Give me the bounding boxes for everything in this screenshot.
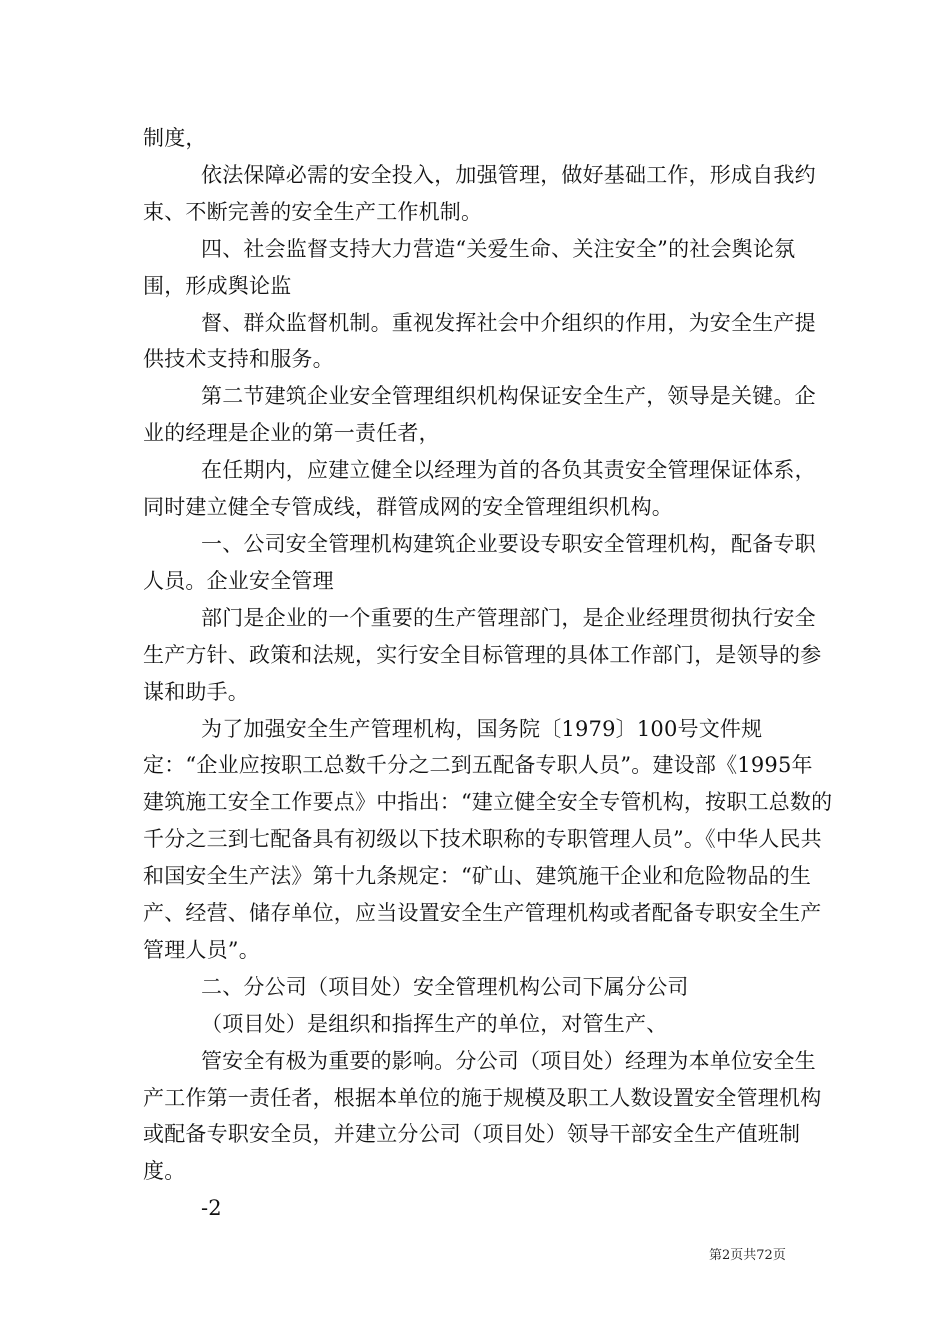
paragraph-11: （项目处）是组织和指挥生产的单位，对管生产、 — [201, 1011, 668, 1036]
paragraph-6: 在任期内，应建立健全以经理为首的各负其责安全管理保证体系，同时建立健全专管成线，群管成网的安全管理组织机构。 — [143, 458, 816, 520]
paragraph-1: 制度， — [143, 126, 207, 150]
paragraph-12: 管安全有极为重要的影响。分公司（项目处）经理为本单位安全生产工作第一责任者，根据本单位的施于规模及职工人数设置安全管理机构或配备专职安全员，并建立分公司（项目处）领导干部安全生产值班制度。 — [143, 1048, 822, 1184]
paragraph-7: 一、公司安全管理机构建筑企业要设专职安全管理机构，配备专职人员。企业安全管理 — [143, 531, 816, 593]
document-body — [143, 120, 833, 1227]
page-number-footer: 第2页共72页 — [709, 1248, 786, 1263]
paragraph-2: 依法保障必需的安全投入，加强管理，做好基础工作，形成自我约束、不断完善的安全生产工作机制。 — [143, 162, 816, 224]
paragraph-5: 第二节建筑企业安全管理组织机构保证安全生产，领导是关键。企业的经理是企业的第一责任者， — [143, 384, 816, 446]
paragraph-3: 四、社会监督支持大力营造“关爱生命、关注安全”的社会舆论氛围，形成舆论监 — [143, 236, 796, 298]
paragraph-10: 二、分公司（项目处）安全管理机构公司下属分公司 — [201, 974, 689, 999]
paragraph-4: 督、群众监督机制。重视发挥社会中介组织的作用，为安全生产提供技术支持和服务。 — [143, 310, 816, 372]
paragraph-8: 部门是企业的一个重要的生产管理部门，是企业经理贯彻执行安全生产方针、政策和法规，实行安全目标管理的具体工作部门，是领导的参谋和助手。 — [143, 605, 822, 704]
paragraph-9: 为了加强安全生产管理机构，国务院〔1979〕100号文件规定：“企业应按职工总数千分之二到五配备专职人员”。建设部《1995年建筑施工安全工作要点》中指出：“建立健全安全专管机构，按职工总数的千分之三到七配备具有初级以下技术职称的专职管理人员”。《中华人民共和国安全生产法》第十九条规定：“矿山、建筑施干企业和危险物品的生产、经营、储存单位，应当设置安全生产管理机构或者配备专职安全生产管理人员”。 — [143, 716, 833, 962]
page-marker: -2 — [201, 1196, 222, 1221]
